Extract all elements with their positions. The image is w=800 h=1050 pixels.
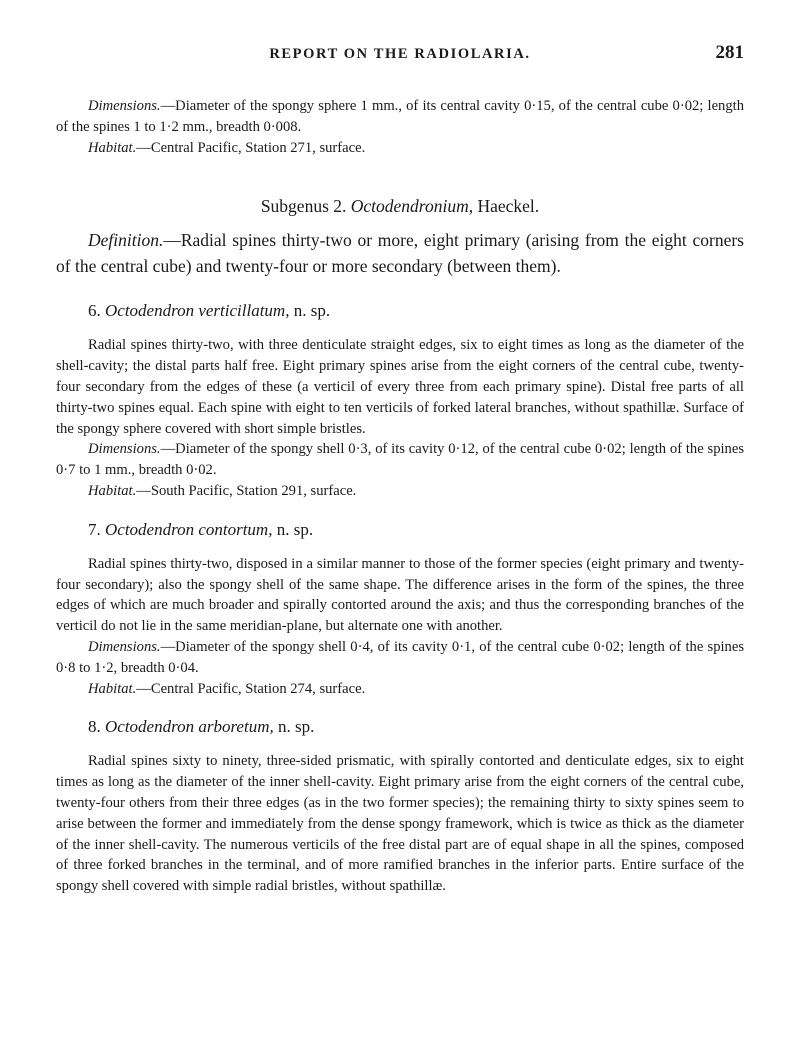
page-number: 281 [715, 42, 744, 63]
species-entry [56, 717, 744, 897]
dimensions-label: Dimensions. [88, 98, 161, 114]
species-name: Octodendron contortum, [105, 519, 273, 539]
species-name: Octodendron verticillatum, [105, 301, 290, 321]
species-habitat [56, 679, 744, 700]
species-heading [88, 301, 744, 321]
dimensions-text: —Diameter of the spongy sphere 1 mm., of its central cavity 0·15, of the central cube 0·02; length of the spines 1 to 1·2 mm., breadth 0·008. [56, 98, 744, 135]
species-dimensions [56, 637, 744, 679]
subgenus-author: Haeckel. [477, 196, 540, 217]
subgenus-prefix: Subgenus 2. [260, 196, 347, 217]
habitat-text: —Central Pacific, Station 271, surface. [136, 139, 366, 156]
previous-habitat [56, 138, 744, 159]
definition-label: Definition. [88, 230, 164, 251]
species-suffix: n. sp. [277, 717, 315, 737]
species-heading [88, 717, 744, 737]
species-entry [56, 301, 744, 501]
species-description: Radial spines sixty to ninety, three-sided prismatic, with spirally contorted and denticulate edges, six to eight times as long as the diameter of the inner shell-cavity. Eight primary arise from the eight corners of the central cube, twenty-four others from their three edges (as in the two former species); the remaining thirty to sixty spines seem to arise between the former and immediately from the dense spongy framework, which is twice as thick as the diameter of the inner shell-cavity. The numerous verticils of the free distal part are of equal shape in all the spines, composed of three forked branches in the terminal, and of more ramified branches in the inferior parts. Entire surface of the spongy shell covered with simple radial bristles, without spathillæ. [56, 753, 744, 895]
species-description: Radial spines thirty-two, disposed in a similar manner to those of the former species (eight primary and twenty-four secondary); also the spongy shell of the same shape. The difference arises in the form of the spines, the three edges of which are much broader and spirally contorted around the axis; and thus the corresponding branches of the verticil do not lie in the same meridian-plane, but alternate one with another. [56, 555, 744, 635]
habitat-label: Habitat. [88, 139, 137, 156]
species-number: 7. [88, 519, 101, 539]
dimensions-text: —Diameter of the spongy shell 0·3, of its cavity 0·12, of the central cube 0·02; length of the spines 0·7 to 1 mm., breadth 0·02. [56, 441, 744, 479]
species-description: Radial spines thirty-two, with three denticulate straight edges, six to eight times as long as the diameter of the shell-cavity; the distal parts half free. Eight primary spines arise from the eight corners of the central cube, twenty-four secondary from the edges of these (a verticil of every three from each primary spine). Distal free parts of all thirty-two spines equal. Each spine with eight to ten verticils of forked lateral branches, without spathillæ. Surface of the spongy sphere covered with short simple bristles. [56, 337, 744, 437]
dimensions-label: Dimensions. [88, 441, 161, 458]
previous-dimensions [56, 96, 744, 138]
subgenus-heading [56, 196, 744, 217]
running-title: REPORT ON THE RADIOLARIA. [269, 46, 531, 62]
habitat-text: —South Pacific, Station 291, surface. [136, 482, 357, 499]
previous-species-block [56, 96, 744, 158]
definition-paragraph [56, 227, 744, 279]
habitat-text: —Central Pacific, Station 274, surface. [136, 680, 366, 697]
dimensions-text: —Diameter of the spongy shell 0·4, of its cavity 0·1, of the central cube 0·02; length of the spines 0·8 to 1·2, breadth 0·04. [56, 638, 744, 676]
habitat-label: Habitat. [88, 482, 137, 499]
species-dimensions [56, 439, 744, 481]
species-suffix: n. sp. [293, 301, 331, 321]
dimensions-label: Dimensions. [88, 638, 161, 655]
species-heading [88, 520, 744, 540]
species-number: 8. [88, 717, 101, 737]
species-entry [56, 520, 744, 700]
subgenus-name: Octodendronium, [350, 196, 474, 217]
species-habitat [56, 481, 744, 502]
definition-text: —Radial spines thirty-two or more, eight primary (arising from the eight corners of the central cube) and twenty-four or more secondary (between them). [56, 230, 744, 277]
species-name: Octodendron arboretum, [105, 717, 274, 737]
habitat-label: Habitat. [88, 680, 137, 697]
running-header [56, 44, 744, 68]
species-number: 6. [88, 301, 101, 321]
species-suffix: n. sp. [276, 519, 314, 539]
